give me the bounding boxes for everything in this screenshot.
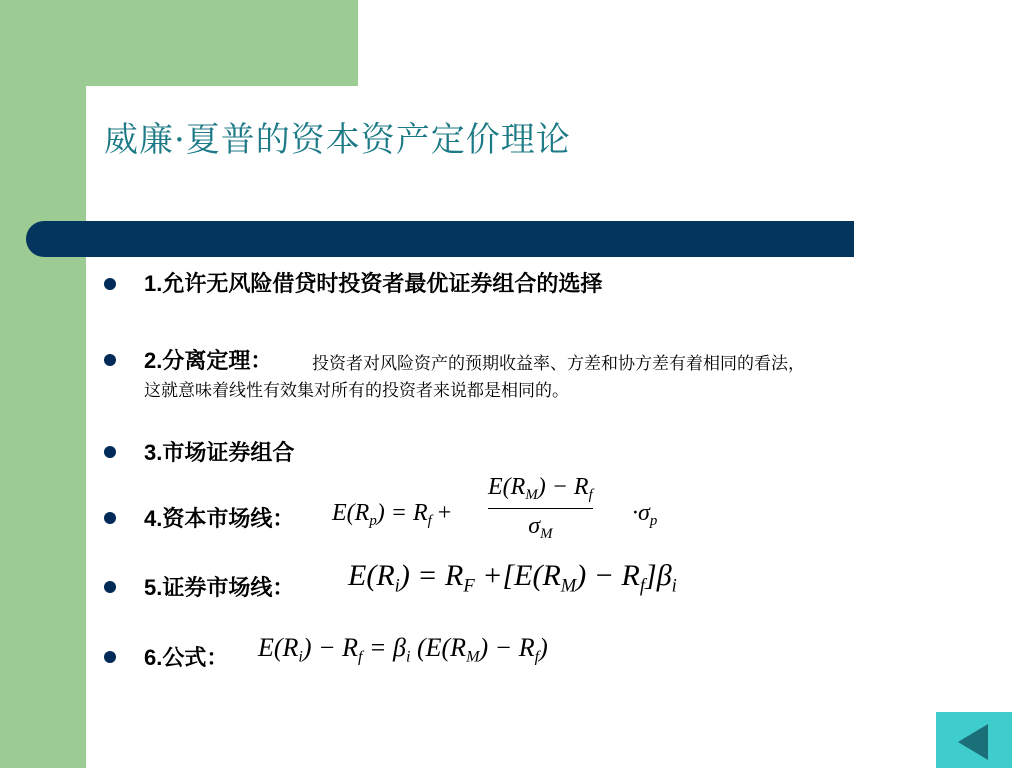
title-divider-bar	[26, 221, 854, 257]
item-label: 1.允许无风险借贷时投资者最优证券组合的选择	[144, 271, 603, 296]
back-arrow-icon	[958, 724, 988, 760]
slide-title: 威廉·夏普的资本资产定价理论	[104, 120, 571, 160]
cml-denominator: $\sigma_M$	[528, 513, 553, 543]
item-label: 5.证券市场线：	[144, 575, 295, 600]
item-label: 3.市场证券组合	[144, 440, 295, 465]
bullet-dot	[104, 446, 116, 458]
sml-formula: $E(R_i) = R_F +[E(R_M) - R_f]\beta_i$	[348, 559, 677, 597]
bullet-dot	[104, 278, 116, 290]
cml-fraction	[488, 474, 593, 543]
top-green-band	[0, 0, 358, 86]
bullet-dot	[104, 581, 116, 593]
bullet-dot	[104, 354, 116, 366]
bullet-dot	[104, 651, 116, 663]
cml-numerator: $E(R_M) - R_f$	[488, 474, 593, 504]
left-green-band	[0, 0, 86, 768]
cml-formula-left: $E(R_p) = R_f$ +	[332, 500, 452, 530]
item-description: 投资者对风险资产的预期收益率、方差和协方差有着相同的看法，	[312, 354, 805, 374]
item-label: 4.资本市场线：	[144, 506, 295, 531]
item-label: 6.公式：	[144, 645, 229, 670]
back-button[interactable]	[936, 712, 1012, 768]
capm-formula: $E(R_i) - R_f = \beta_i$ $(E(R_M) - R_f)$	[258, 633, 548, 666]
cml-formula-right: $\cdot\sigma_p$	[632, 500, 658, 530]
item-description: 这就意味着线性有效集对所有的投资者来说都是相同的。	[144, 381, 569, 401]
bullet-dot	[104, 512, 116, 524]
item-label: 2.分离定理：	[144, 348, 273, 373]
